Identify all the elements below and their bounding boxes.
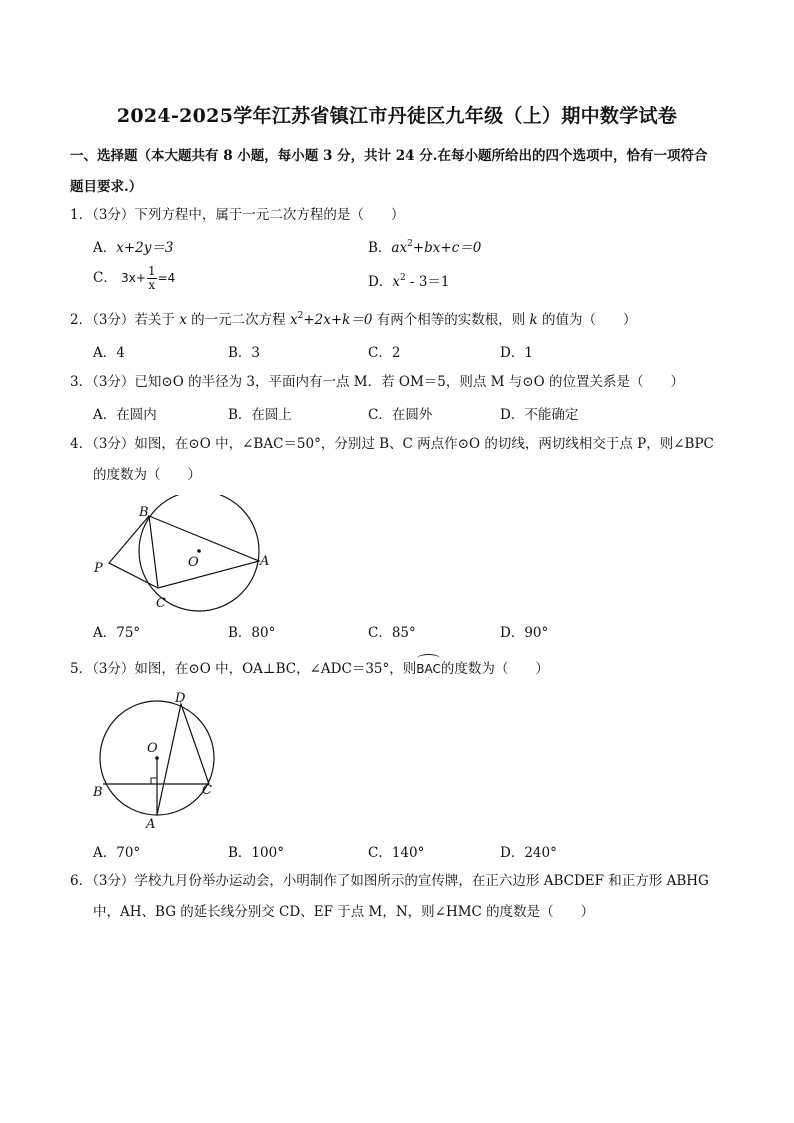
question-2-option-d: D．1: [500, 345, 533, 361]
right-angle-mark: [151, 778, 157, 784]
stem-part: 的度数为（ ）: [440, 661, 549, 677]
question-6-stem-line2: 中，AH、BG 的延长线分别交 CD、EF 于点 M，N，则∠HMC 的度数是（ ）: [93, 904, 595, 920]
stem-var: x: [179, 312, 187, 328]
option-text-pre: 3x+: [121, 271, 146, 285]
question-3-stem: 3．（3分）已知⊙O 的半径为 3，平面内有一点 M．若 OM＝5，则点 M 与⊙O 的位置关系是（ ）: [70, 374, 684, 390]
fraction-denominator: x: [148, 278, 156, 292]
stem-part: 的一元二次方程: [186, 312, 290, 328]
question-1-stem: 1．（3分）下列方程中，属于一元二次方程的是（ ）: [70, 207, 405, 223]
option-text-pre: ax: [391, 240, 408, 256]
question-6-stem-line1: 6．（3分）学校九月份举办运动会，小明制作了如图所示的宣传牌，在正六边形 ABCDEF 和正方形 ABHG: [70, 873, 709, 889]
stem-part: 2．（3分）若关于: [70, 312, 180, 328]
question-4-option-a: A．75°: [93, 625, 141, 641]
label-b: B: [93, 785, 103, 800]
question-5-option-b: B．100°: [228, 845, 284, 861]
label-o: O: [147, 741, 158, 756]
question-4-option-d: D．90°: [500, 625, 549, 641]
question-2-option-b: B．3: [228, 345, 261, 361]
question-2-option-c: C．2: [368, 345, 401, 361]
center-point: [155, 756, 159, 760]
option-text-post: - 3＝1: [405, 274, 450, 290]
segments-ad-dc: [157, 704, 209, 815]
label-a: A: [260, 554, 270, 569]
question-2-stem: [70, 310, 637, 330]
label-p: P: [94, 561, 103, 576]
option-label: C．: [93, 270, 117, 286]
stem-expr: +2x+k＝0: [303, 312, 373, 328]
question-3-option-b: B．在圆上: [228, 407, 292, 423]
fraction: [147, 265, 157, 292]
stem-var: k: [529, 312, 538, 328]
stem-part: 5．（3分）如图，在⊙O 中，OA⊥BC，∠ADC＝35°，则: [70, 661, 417, 677]
question-4-option-c: C．85°: [368, 625, 416, 641]
stem-part: 的值为（ ）: [537, 312, 637, 328]
section-heading-line2: 题目要求.）: [70, 179, 143, 195]
question-5-option-d: D．240°: [500, 845, 557, 861]
stem-var: x: [289, 312, 298, 328]
center-point: [197, 549, 201, 553]
question-4-stem-line2: 的度数为（ ）: [93, 467, 201, 483]
label-b: B: [139, 505, 149, 520]
question-5-option-a: A．70°: [93, 845, 141, 861]
label-a: A: [146, 817, 156, 832]
question-4-figure: [85, 495, 285, 620]
question-1-option-b: [368, 236, 481, 256]
exponent: 2: [297, 311, 304, 321]
option-label: D．: [368, 274, 393, 290]
label-d: D: [175, 691, 186, 706]
question-5-figure: [85, 688, 230, 833]
label-o: O: [188, 555, 199, 570]
arc-bac: BAC: [416, 659, 441, 679]
option-text-pre: x: [392, 274, 400, 290]
exponent: 2: [407, 239, 413, 249]
option-label: B．: [368, 240, 392, 256]
question-1-option-d: [368, 270, 450, 290]
question-1-option-c: [93, 265, 175, 292]
exponent: 2: [399, 273, 406, 283]
option-text-post: +bx+c＝0: [412, 240, 482, 256]
label-c: C: [156, 596, 166, 611]
question-5-option-c: C．140°: [368, 845, 425, 861]
option-text-post: =4: [157, 271, 176, 285]
page-title: 2024-2025学年江苏省镇江市丹徒区九年级（上）期中数学试卷: [116, 105, 678, 127]
section-heading-line1: 一、选择题（本大题共有 8 小题，每小题 3 分，共计 24 分.在每小题所给出的四个选项中，恰有一项符合: [70, 148, 708, 164]
label-c: C: [202, 783, 212, 798]
question-2-option-a: A．4: [93, 345, 125, 361]
question-5-stem: [70, 659, 549, 679]
fraction-numerator: 1: [147, 264, 156, 278]
stem-part: 有两个相等的实数根，则: [372, 312, 530, 328]
question-4-stem-line1: 4．（3分）如图，在⊙O 中，∠BAC＝50°，分别过 B、C 两点作⊙O 的切线，两切线相交于点 P，则∠BPC: [70, 436, 714, 452]
question-4-option-b: B．80°: [228, 625, 276, 641]
question-3-option-c: C．在圆外: [368, 407, 433, 423]
option-text: x+2y＝3: [116, 240, 174, 256]
triangle-abc: [149, 516, 259, 588]
option-label: A．: [93, 240, 117, 256]
question-1-option-a: [93, 236, 173, 256]
question-3-option-a: A．在圆内: [93, 407, 157, 423]
question-3-option-d: D．不能确定: [500, 407, 579, 423]
